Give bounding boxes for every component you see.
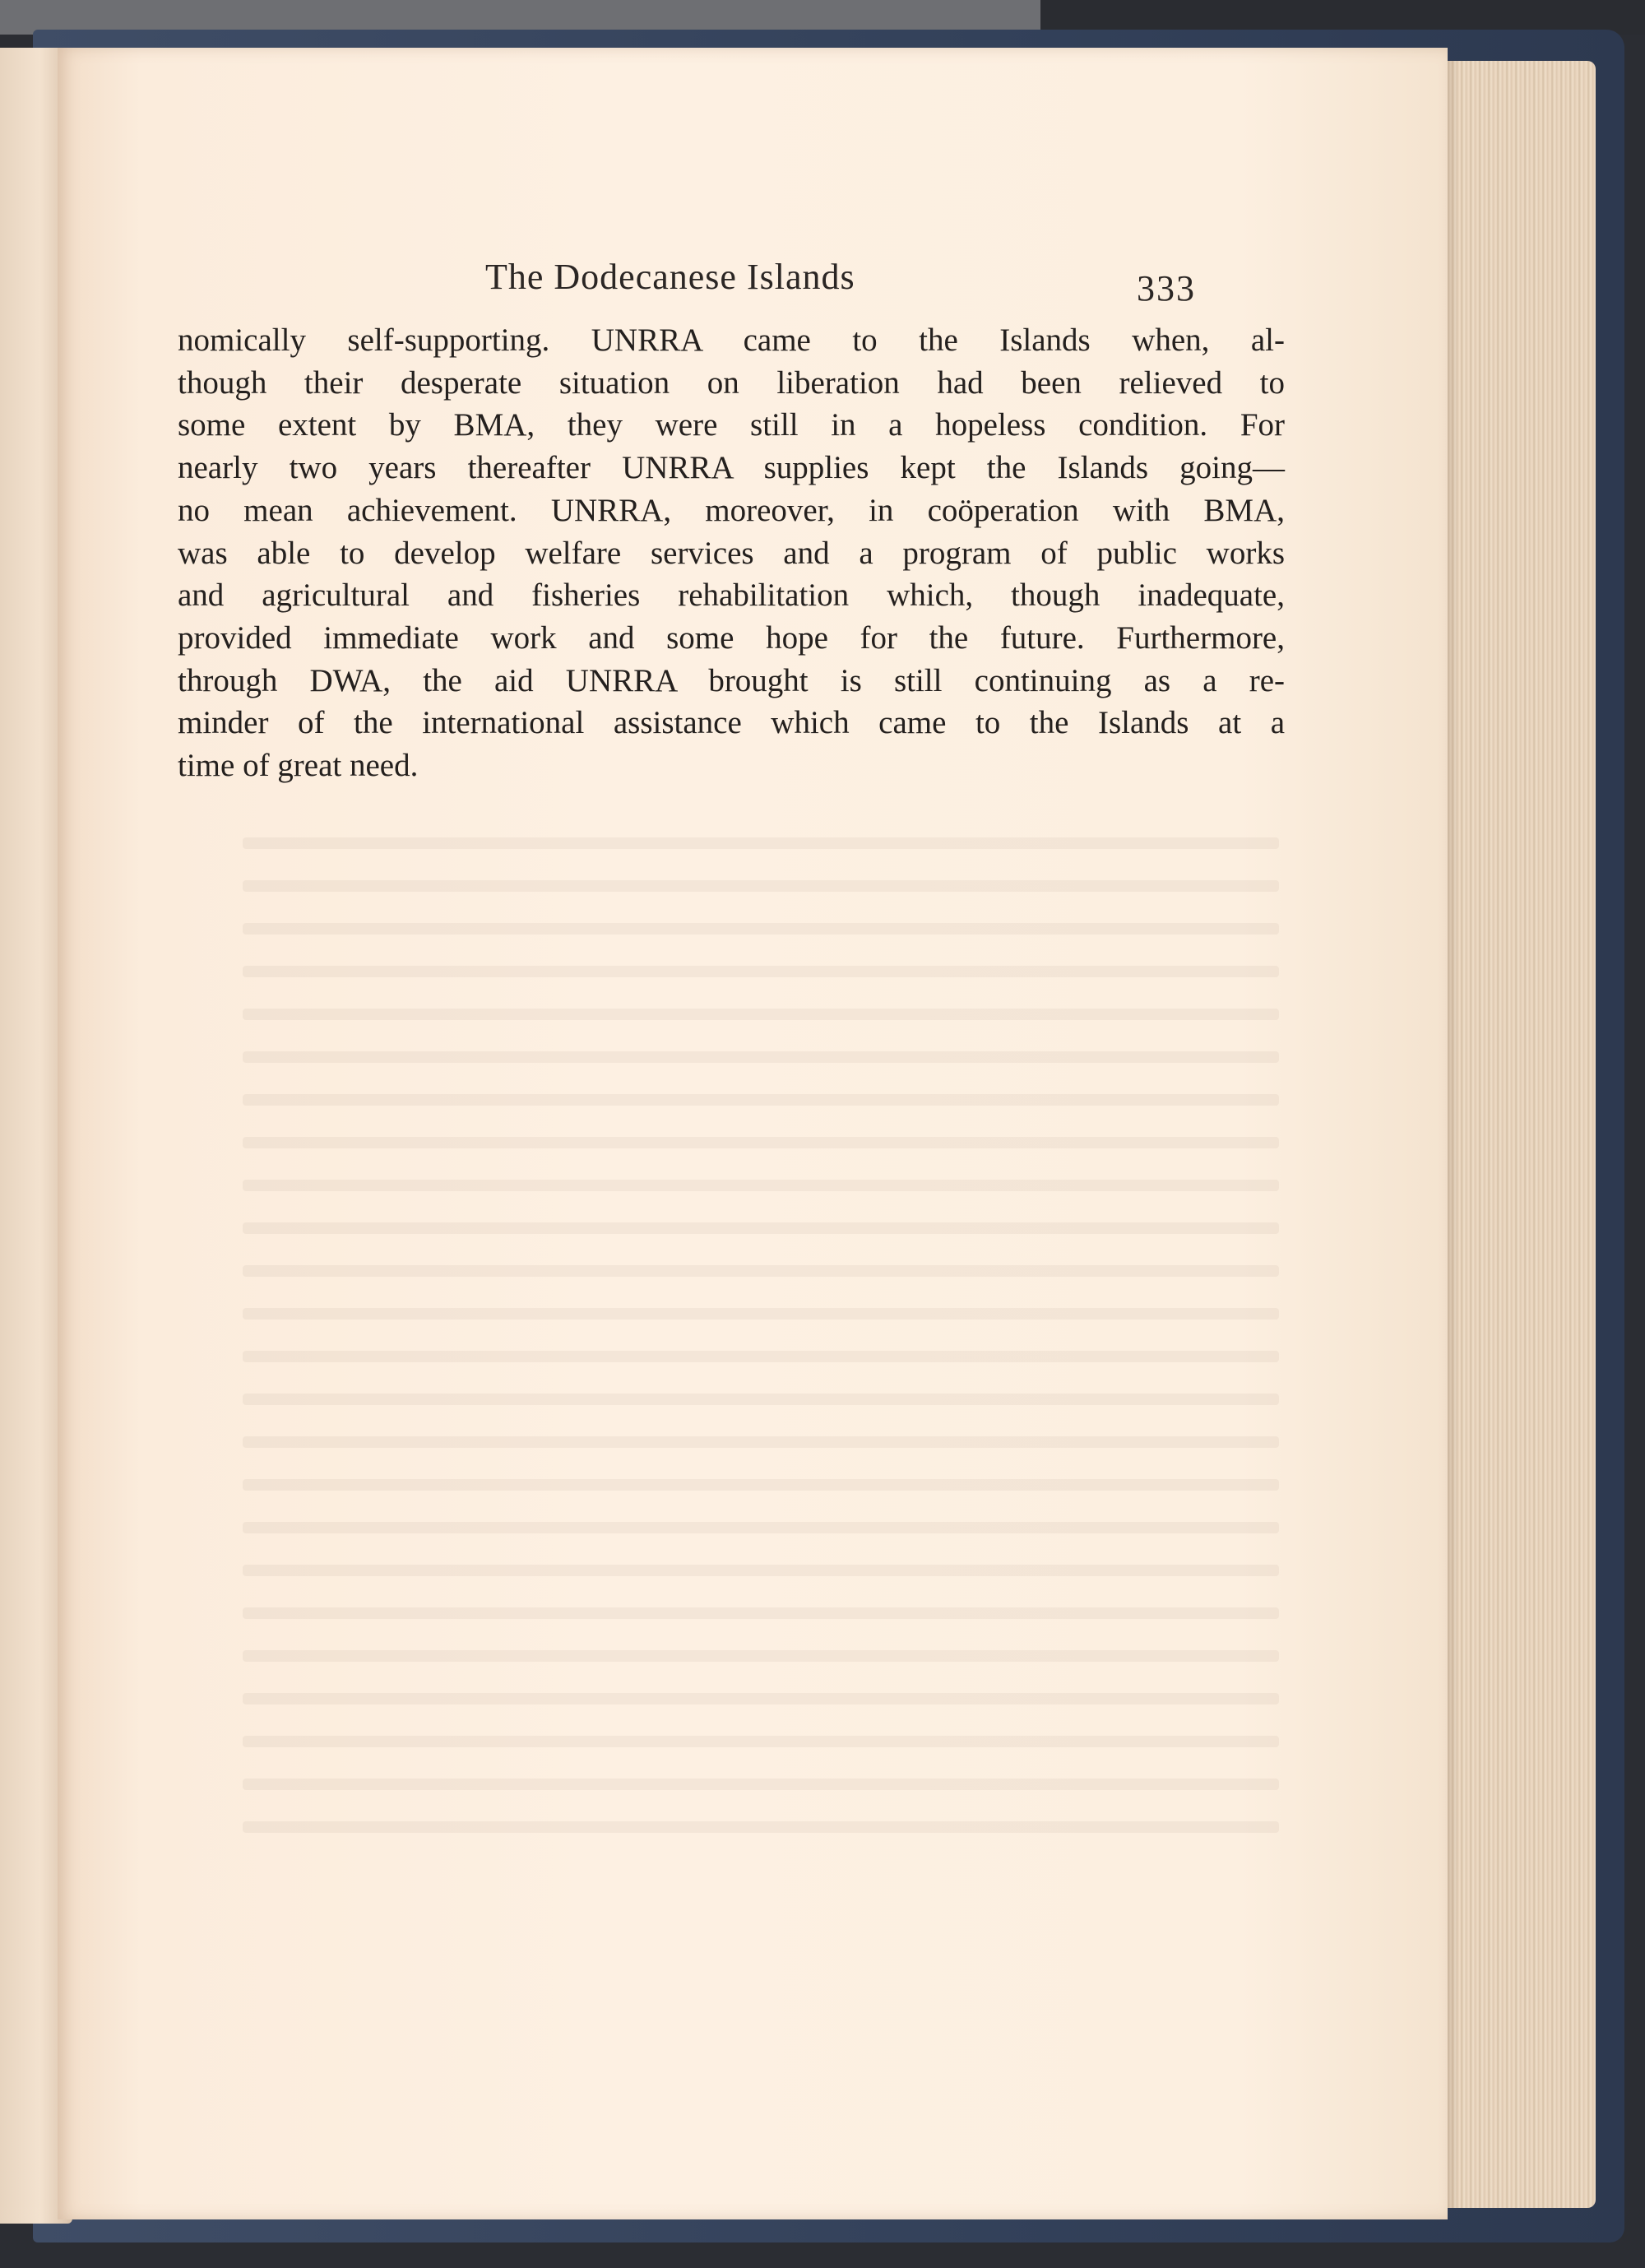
text-line: provided immediate work and some hope for the future. Furthermore, — [178, 619, 1285, 656]
text-line: some extent by BMA, they were still in a hopeless condition. For — [178, 407, 1285, 443]
text-line: was able to develop welfare services and a program of public works — [178, 535, 1285, 571]
text-line: no mean achievement. UNRRA, moreover, in coöperation with BMA, — [178, 492, 1285, 528]
text-line: minder of the international assistance which came to the Islands at a — [178, 705, 1285, 741]
book-page — [58, 48, 1448, 2219]
reverse-side-show-through — [243, 837, 1279, 1989]
text-line: and agricultural and fisheries rehabilitation which, though inadequate, — [178, 577, 1285, 614]
text-line: nomically self-supporting. UNRRA came to the Islands when, al- — [178, 322, 1285, 358]
body-paragraph — [178, 319, 1285, 787]
text-line: time of great need. — [178, 748, 419, 784]
running-head-title: The Dodecanese Islands — [485, 257, 855, 297]
text-line: through DWA, the aid UNRRA brought is still continuing as a re- — [178, 662, 1285, 698]
text-line: though their desperate situation on liberation had been relieved to — [178, 364, 1285, 401]
page-number: 333 — [1137, 268, 1196, 308]
running-head — [58, 256, 1448, 308]
page-edges — [1439, 61, 1596, 2208]
text-line: nearly two years thereafter UNRRA supplies kept the Islands going— — [178, 450, 1285, 486]
